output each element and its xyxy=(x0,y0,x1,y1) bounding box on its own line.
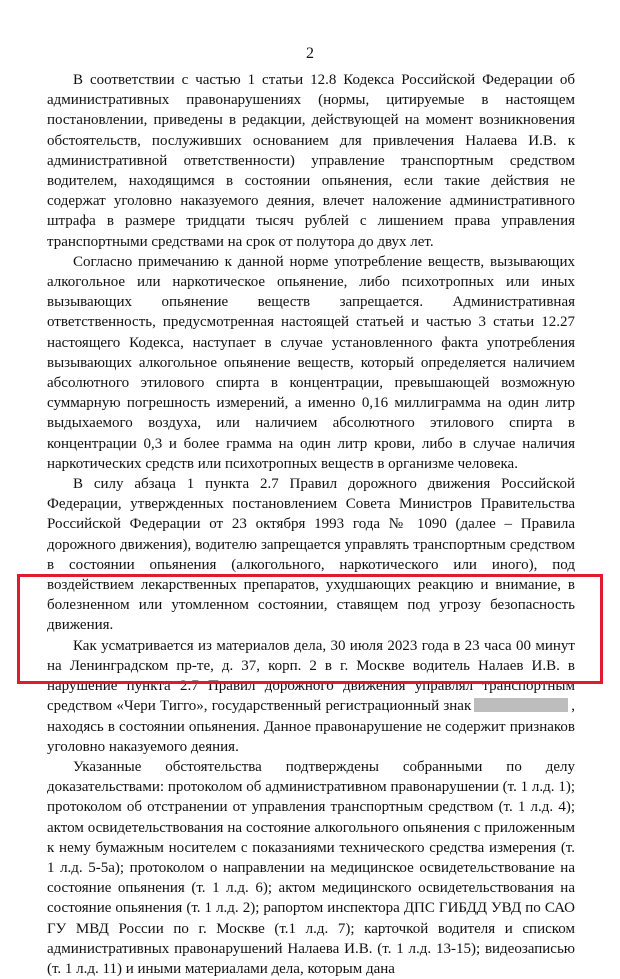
paragraph-case-circumstances xyxy=(47,636,575,757)
paragraph-note-intoxication: Согласно примечанию к данной норме употребление веществ, вызывающих алкогольное или наркотическое опьянение, либо психотропных или иных вызывающих опьянение веществ запрещается. Административная ответственность, предусмотренная настоящей статьей и частью 3 статьи 12.27 настоящего Кодекса, наступает в случае установленного факта употребления вызывающих алкогольное опьянение веществ, который определяется наличием абсолютного этилового спирта в концентрации, превышающей возможную суммарную погрешность измерений, а именно 0,16 миллиграмма на один литр выдыхаемого воздуха, или наличием абсолютного этилового спирта в концентрации 0,3 и более грамма на один литр крови, либо в случае наличия наркотических средств или психотропных веществ в организме человека. xyxy=(47,253,575,472)
page-number: 2 xyxy=(306,45,314,62)
paragraph-traffic-rules-2-7: В силу абзаца 1 пункта 2.7 Правил дорожного движения Российской Федерации, утвержденных постановлением Совета Министров Правительства Российской Федерации от 23 октября 1993 года № 1090 (далее – Правила дорожного движения), водителю запрещается управлять транспортным средством в состоянии опьянения (алкогольного, наркотического или иного), под воздействием лекарственных препаратов, ухудшающих реакцию и внимание, в болезненном или утомленном состоянии, ставящем под угрозу безопасность движения. xyxy=(47,476,575,634)
case-circumstances-text-end: , находясь в состоянии опьянения. Данное правонарушение не содержит признаков уголовно наказуемого деяния. xyxy=(47,698,575,755)
paragraph-article-12-8: В соответствии с частью 1 статьи 12.8 Кодекса Российской Федерации об административных правонарушениях (нормы, цитируемые в настоящем постановлении, приведены в редакции, действующей на момент возникновения обстоятельств, послуживших основанием для привлечения Налаева И.В. к административной ответственности) управление транспортным средством водителем, находящимся в состоянии опьянения, если такие действия не содержат уголовно наказуемого деяния, влечет наложение административного штрафа в размере тридцати тысяч рублей с лишением права управления транспортными средствами на срок от полутора до двух лет. xyxy=(47,72,575,250)
document-body xyxy=(47,70,575,979)
redacted-plate-number xyxy=(474,698,568,712)
case-circumstances-text: Как усматривается из материалов дела, 30 июля 2023 года в 23 часа 00 минут на Ленинградском пр-те, д. 37, корп. 2 в г. Москве водитель Налаев И.В. в нарушение пункта 2.7 Правил дорожного движения управлял транспортным средством «Чери Тигго», государственный регистрационный знак xyxy=(47,637,575,715)
paragraph-evidence: Указанные обстоятельства подтверждены собранными по делу доказательствами: протоколом об административном правонарушении (т. 1 л.д. 1); протоколом об отстранении от управления транспортным средством (т. 1 л.д. 4); актом освидетельствования на состояние алкогольного опьянения с приложенным к нему бумажным носителем с показаниями технического средства измерения (т. 1 л.д. 5-5а); протоколом о направлении на медицинское освидетельствование на состояние опьянения (т. 1 л.д. 6); актом медицинского освидетельствования на состояние опьянения (т. 1 л.д. 2); рапортом инспектора ДПС ГИБДД УВД по САО ГУ МВД России по г. Москве (т.1 л.д. 7); карточкой водителя и списком административных правонарушений Налаева И.В. (т. 1 л.д. 13-15); видеозаписью (т. 1 л.д. 11) и иными материалами дела, которым дана xyxy=(47,758,575,977)
